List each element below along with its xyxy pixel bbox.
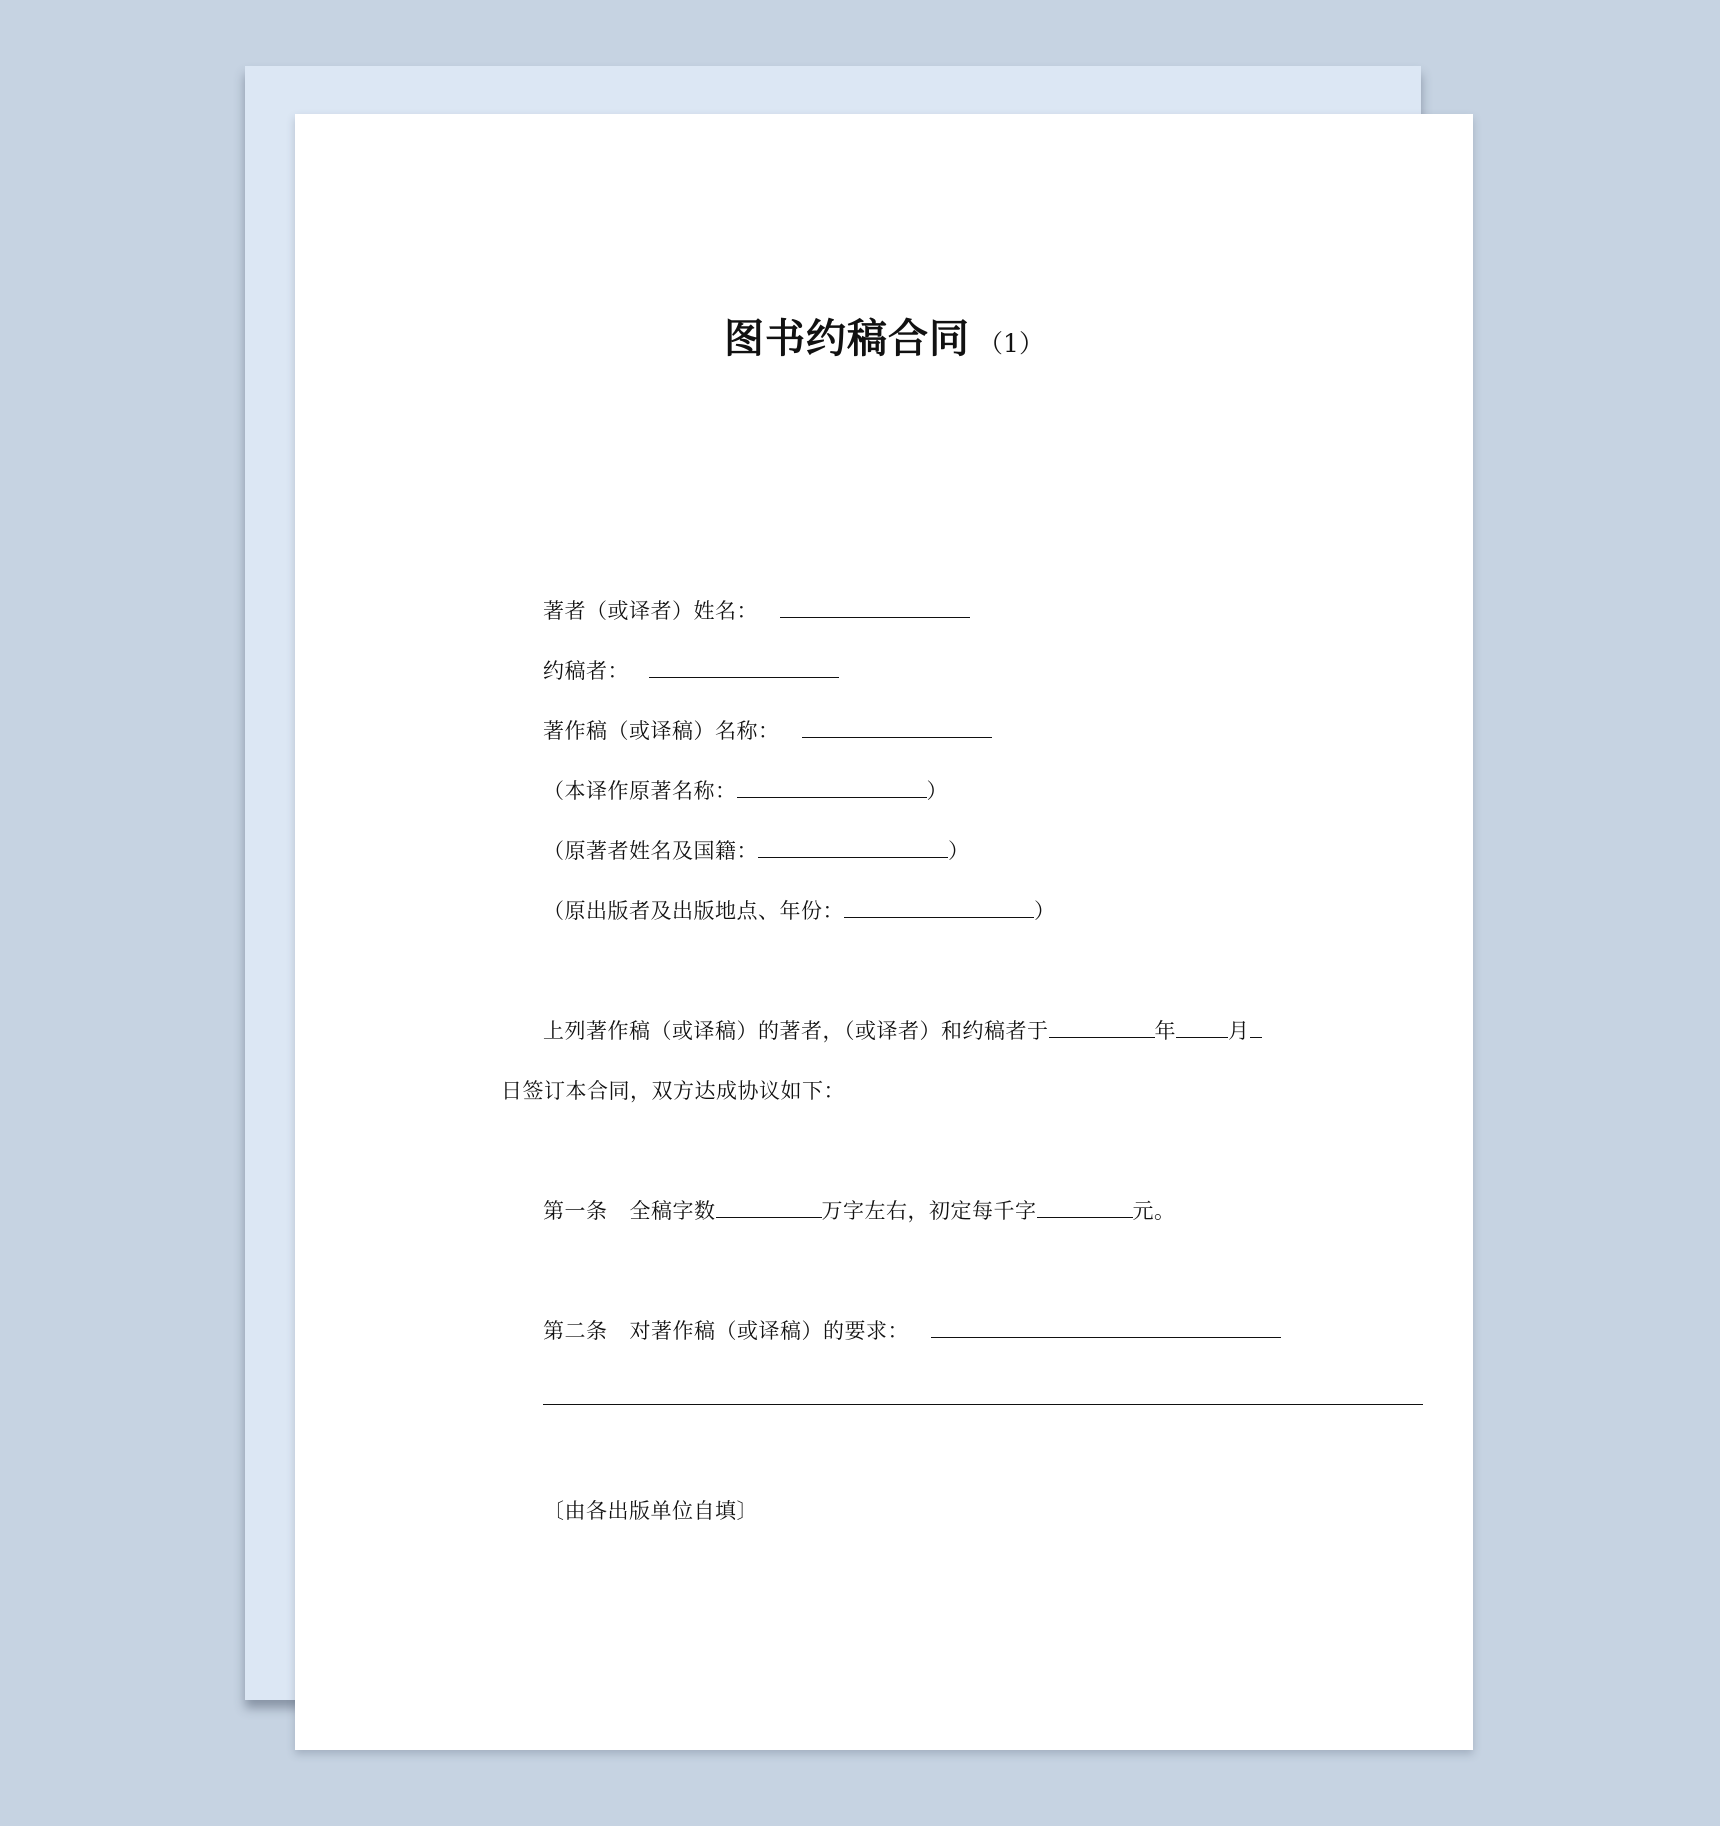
month-label: 月	[1228, 1019, 1250, 1043]
requirements-continuation-line[interactable]	[543, 1404, 1423, 1405]
original-author-row	[543, 836, 970, 866]
commissioner-row	[543, 656, 839, 686]
intro-text: 上列著作稿（或译稿）的著者，（或译者）和约稿者于	[543, 1019, 1049, 1043]
work-title-field[interactable]	[802, 717, 992, 738]
commissioner-label: 约稿者：	[543, 659, 629, 683]
original-author-close: ）	[948, 839, 970, 863]
document-title	[295, 307, 1473, 364]
rate-field[interactable]	[1037, 1197, 1133, 1218]
original-title-field[interactable]	[737, 777, 927, 798]
original-title-row	[543, 776, 948, 806]
article-1-heading: 第一条	[543, 1199, 608, 1223]
article-2-text: 对著作稿（或译稿）的要求：	[629, 1319, 909, 1343]
original-publisher-field[interactable]	[844, 897, 1034, 918]
intro-text-2: 日签订本合同，双方达成协议如下：	[501, 1079, 845, 1103]
day-field[interactable]	[1250, 1017, 1262, 1038]
author-name-row	[543, 596, 970, 626]
original-publisher-row	[543, 896, 1056, 926]
commissioner-field[interactable]	[649, 657, 839, 678]
article-1-text-3: 元。	[1132, 1199, 1176, 1223]
author-name-label: 著者（或译者）姓名：	[543, 599, 758, 623]
original-publisher-label: （原出版者及出版地点、年份：	[543, 899, 844, 923]
contract-page	[295, 114, 1473, 1750]
intro-line-2	[501, 1076, 845, 1106]
intro-line-1	[543, 1016, 1262, 1046]
title-number: （1）	[978, 329, 1044, 358]
year-field[interactable]	[1049, 1017, 1155, 1038]
note-row	[543, 1496, 758, 1526]
title-text: 图书约稿合同	[724, 316, 971, 362]
original-title-label: （本译作原著名称：	[543, 779, 737, 803]
original-title-close: ）	[926, 779, 948, 803]
article-1	[543, 1196, 1176, 1226]
year-label: 年	[1154, 1019, 1176, 1043]
original-publisher-close: ）	[1034, 899, 1056, 923]
article-2	[543, 1316, 1281, 1346]
article-1-text-2: 万字左右，初定每千字	[821, 1199, 1037, 1223]
work-title-label: 著作稿（或译稿）名称：	[543, 719, 780, 743]
original-author-label: （原著者姓名及国籍：	[543, 839, 758, 863]
word-count-field[interactable]	[716, 1197, 822, 1218]
month-field[interactable]	[1176, 1017, 1228, 1038]
note-text: 〔由各出版单位自填〕	[543, 1499, 758, 1523]
article-2-heading: 第二条	[543, 1319, 608, 1343]
article-1-text-1: 全稿字数	[629, 1199, 716, 1223]
requirements-field[interactable]	[931, 1317, 1281, 1338]
work-title-row	[543, 716, 992, 746]
author-name-field[interactable]	[780, 597, 970, 618]
original-author-field[interactable]	[758, 837, 948, 858]
